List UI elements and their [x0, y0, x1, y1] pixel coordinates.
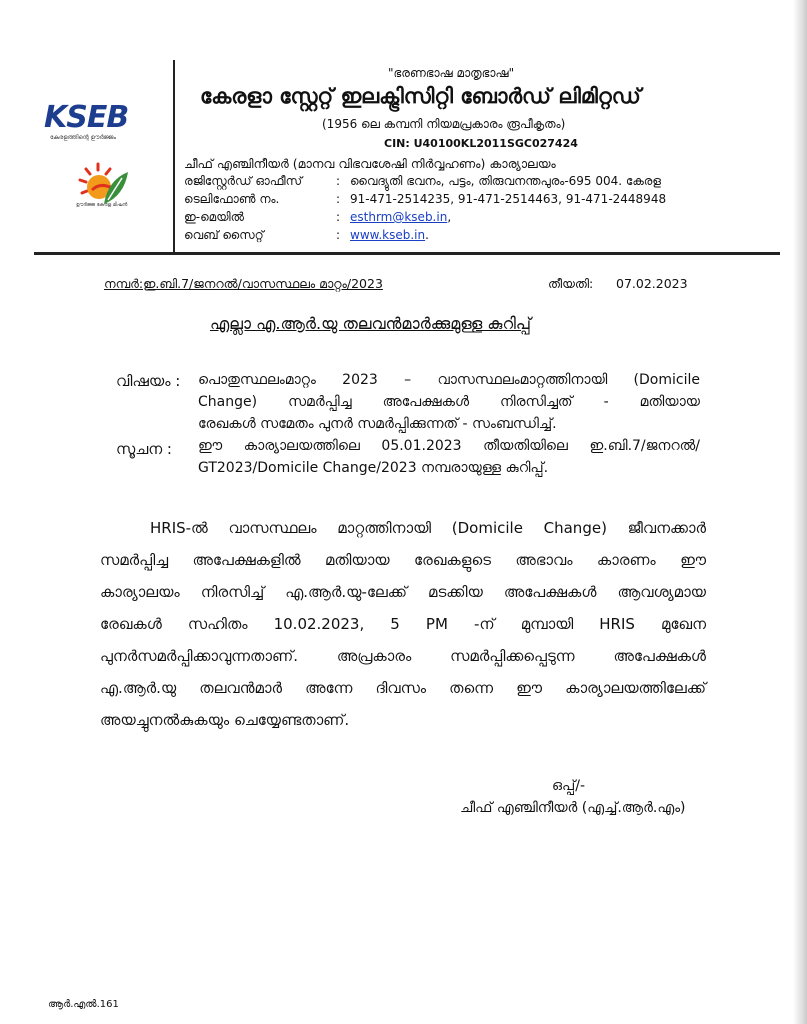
memo-heading: എല്ലാ എ.ആർ.യു തലവൻമാർക്കുമുള്ള കുറിപ്പ്: [210, 314, 531, 333]
registered-office-value: വൈദ്യുതി ഭവനം, പട്ടം, തിരുവനന്തപുരം-695 004. കേരള: [350, 174, 661, 188]
separator: :: [336, 174, 341, 188]
office-title: ചീഫ് എഞ്ചിനീയർ (മാനവ വിഭവശേഷി നിർവ്വഹണം) കാര്യാലയം: [184, 156, 556, 171]
reference-note-label: സൂചന :: [116, 440, 172, 458]
separator: :: [336, 228, 341, 242]
company-act: (1956 ലെ കമ്പനി നിയമപ്രകാരം രൂപീകൃതം): [322, 117, 566, 131]
logo-area: [38, 90, 168, 220]
website-label: വെബ് സൈറ്റ്: [184, 228, 264, 242]
subject-line: രേഖകൾ സമേതം പുനർ സമർപ്പിക്കുന്നത് - സംബന്ധിച്ച്.: [198, 416, 557, 432]
subject-line: പൊതുസ്ഥലംമാറ്റം 2023 – വാസസ്ഥലംമാറ്റത്തിനായി (Domicile: [198, 372, 700, 388]
body-line: രേഖകൾ സഹിതം 10.02.2023, 5 PM -ന് മുമ്പായി HRIS മുഖേന: [100, 615, 706, 633]
subject-text: [198, 369, 700, 435]
body-line: കാര്യാലയം നിരസിച്ച് എ.ആർ.യു-ലേക്ക് മടക്കിയ അപേക്ഷകൾ ആവശ്യമായ: [100, 583, 706, 601]
subject-line: Change) സമർപ്പിച്ച അപേക്ഷകൾ നിരസിച്ചത് - മതിയായ: [198, 394, 700, 410]
date-value: 07.02.2023: [616, 276, 688, 291]
subject-label: വിഷയം :: [116, 372, 181, 390]
reference-note-line: ഈ കാര്യാലയത്തിലെ 05.01.2023 തീയതിയിലെ ഇ.ബി.7/ജനറൽ/: [198, 438, 700, 454]
body-line: അയച്ചുനൽകുകയും ചെയ്യേണ്ടതാണ്.: [100, 711, 350, 729]
body-line: സമർപ്പിച്ച അപേക്ഷകളിൽ മതിയായ രേഖകളുടെ അഭാവം കാരണം ഈ: [100, 551, 706, 569]
body-line: പുനർസമർപ്പിക്കാവുന്നതാണ്. അപ്രകാരം സമർപ്പിക്കപ്പെടുന്ന അപേക്ഷകൾ: [100, 647, 706, 665]
website-link[interactable]: www.kseb.in: [350, 228, 426, 242]
website-suffix: .: [425, 228, 429, 242]
body-line: HRIS-ൽ വാസസ്ഥലം മാറ്റത്തിനായി (Domicile Change) ജീവനക്കാർ: [150, 519, 706, 537]
signature-mark: ഒപ്പ്/-: [552, 778, 585, 794]
date-label: തീയതി:: [548, 276, 594, 291]
body-paragraph: [100, 512, 706, 736]
signatory-designation: ചീഫ് എഞ്ചിനീയർ (എച്ച്.ആർ.എം): [460, 800, 686, 816]
body-line: എ.ആർ.യു തലവൻമാർ അന്നേ ദിവസം തന്നെ ഈ കാര്യാലയത്തിലേക്ക്: [100, 679, 706, 697]
footer-reference: ആർ.എൽ.161: [48, 999, 119, 1010]
email-label: ഇ-മെയിൽ: [184, 210, 244, 224]
sun-logo-tagline: ഊർജ്ജ കേരള മിഷൻ: [76, 202, 128, 208]
reference-note-line: GT2023/Domicile Change/2023 നമ്പരായുള്ള കുറിപ്പ്.: [198, 460, 549, 476]
org-name: കേരളാ സ്റ്റേറ്റ് ഇലക്ട്രിസിറ്റി ബോർഡ് ലിമിറ്റഡ്: [200, 84, 641, 108]
cin-number: CIN: U40100KL2011SGC027424: [384, 137, 578, 150]
kseb-logo-icon: KSEB: [44, 100, 129, 135]
email-link[interactable]: esthrm@kseb.in: [350, 210, 448, 224]
email-suffix: ,: [447, 210, 452, 224]
website-value-wrap: [350, 228, 429, 242]
page-edge-shadow: [793, 0, 807, 1024]
reference-number: നമ്പർ:ഇ.ബി.7/ജനറൽ/വാസസ്ഥലം മാറ്റം/2023: [104, 276, 383, 291]
header-horizontal-rule: [34, 252, 780, 255]
kseb-logo-tagline: കേരളത്തിന്റെ ഊർജ്ജം: [50, 134, 116, 141]
reference-note-text: [198, 435, 700, 479]
email-value-wrap: [350, 210, 451, 224]
separator: :: [336, 192, 341, 206]
registered-office-label: രജിസ്റ്റേർഡ് ഓഫീസ്: [184, 174, 303, 188]
telephone-value: 91-471-2514235, 91-471-2514463, 91-471-2448948: [350, 192, 667, 206]
motto: "ഭരണഭാഷ മാതൃഭാഷ": [388, 66, 515, 80]
telephone-label: ടെലിഫോൺ നം.: [184, 192, 280, 206]
separator: :: [336, 210, 341, 224]
header-vertical-rule: [173, 60, 175, 252]
